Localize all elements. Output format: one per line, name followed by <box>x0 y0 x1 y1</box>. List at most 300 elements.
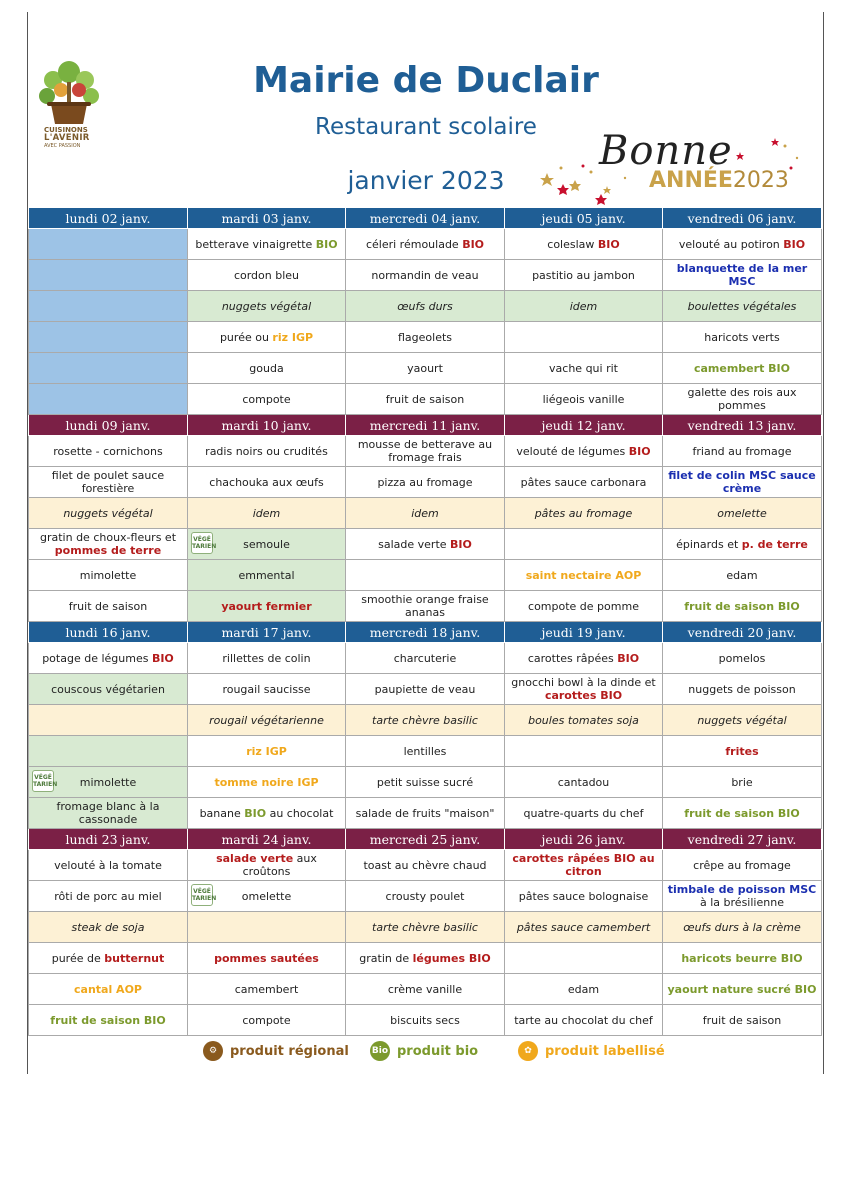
day-header: jeudi 05 janv. <box>505 208 663 229</box>
dish-highlight: BIO <box>450 537 472 551</box>
menu-cell <box>29 943 188 974</box>
menu-row <box>29 881 822 912</box>
menu-cell <box>29 322 188 353</box>
dish-text: velouté à la tomate <box>54 858 162 872</box>
menu-cell <box>346 322 505 353</box>
menu-cell <box>346 260 505 291</box>
menu-row <box>29 498 822 529</box>
menu-cell <box>346 1005 505 1036</box>
day-header: lundi 23 janv. <box>29 829 188 850</box>
menu-cell <box>663 850 822 881</box>
day-header: mardi 03 janv. <box>188 208 346 229</box>
menu-cell <box>663 353 822 384</box>
dish-text: œufs durs <box>397 299 453 313</box>
dish-text: mimolette <box>79 568 137 582</box>
dish-text: nuggets végétal <box>221 299 312 313</box>
dish-text: tarte chèvre basilic <box>372 713 478 727</box>
day-header: lundi 02 janv. <box>29 208 188 229</box>
vegetarian-badge-icon: VÉGÉ TARIEN <box>191 532 213 554</box>
dish-text: yaourt fermier <box>221 599 312 613</box>
menu-cell <box>188 291 346 322</box>
menu-cell <box>188 736 346 767</box>
dish-text: tarte chèvre basilic <box>372 920 478 934</box>
menu-row <box>29 260 822 291</box>
menu-cell <box>346 798 505 829</box>
dish-text: semoule <box>243 537 290 551</box>
menu-cell <box>188 436 346 467</box>
legend-regional-label: produit régional <box>230 1043 349 1059</box>
menu-cell <box>663 560 822 591</box>
day-header: mardi 10 janv. <box>188 415 346 436</box>
menu-cell <box>505 322 663 353</box>
dish-highlight: pommes de terre <box>54 544 162 557</box>
menu-cell <box>505 974 663 1005</box>
day-header: mardi 24 janv. <box>188 829 346 850</box>
menu-cell <box>188 705 346 736</box>
dish-text: rougail végétarienne <box>209 713 324 727</box>
menu-cell <box>29 1005 188 1036</box>
menu-cell <box>29 467 188 498</box>
dish-text: timbale de poisson MSC <box>667 883 817 896</box>
menu-row <box>29 912 822 943</box>
dish-text: tomme noire IGP <box>214 775 319 789</box>
dish-text: lentilles <box>403 744 447 758</box>
bio-product-icon: Bio <box>370 1041 390 1061</box>
dish-text: velouté au potiron <box>678 237 784 251</box>
dish-text: potage de légumes <box>42 651 152 665</box>
dish-text: compote <box>242 1013 291 1027</box>
menu-cell <box>188 912 346 943</box>
menu-cell <box>346 881 505 912</box>
menu-cell <box>29 498 188 529</box>
menu-cell <box>663 1005 822 1036</box>
dish-text: pastitio au jambon <box>532 268 635 282</box>
dish-text: galette des rois aux pommes <box>687 386 797 412</box>
dish-highlight: BIO <box>597 237 620 251</box>
menu-cell <box>188 591 346 622</box>
menu-cell <box>29 591 188 622</box>
vegetarian-badge-icon: VÉGÉ TARIEN <box>191 884 213 906</box>
greeting-year: 2023 <box>732 168 789 193</box>
menu-row <box>29 229 822 260</box>
menu-cell <box>346 498 505 529</box>
menu-cell <box>346 736 505 767</box>
dish-text: fruit de saison <box>385 392 465 406</box>
menu-cell <box>29 291 188 322</box>
menu-cell <box>346 705 505 736</box>
menu-cell <box>188 767 346 798</box>
menu-row <box>29 767 822 798</box>
dish-text: gouda <box>249 361 284 375</box>
menu-cell <box>188 560 346 591</box>
menu-cell <box>188 943 346 974</box>
menu-cell <box>29 705 188 736</box>
dish-text: steak de soja <box>71 920 145 934</box>
menu-cell <box>29 974 188 1005</box>
day-header: vendredi 13 janv. <box>663 415 822 436</box>
dish-text: camembert <box>234 982 299 996</box>
menu-cell <box>663 767 822 798</box>
dish-text: fromage blanc à la cassonade <box>56 800 160 826</box>
menu-row <box>29 436 822 467</box>
menu-row <box>29 943 822 974</box>
dish-text: carottes râpées BIO au citron <box>512 852 655 878</box>
menu-cell <box>346 436 505 467</box>
menu-cell <box>505 560 663 591</box>
dish-text: boules tomates soja <box>528 713 639 727</box>
logo-line2: L'AVENIR <box>44 133 90 143</box>
dish-highlight: BIO <box>462 237 485 251</box>
menu-cell <box>29 798 188 829</box>
dish-text: liégeois vanille <box>542 392 625 406</box>
menu-cell <box>505 229 663 260</box>
menu-row <box>29 322 822 353</box>
menu-cell <box>29 229 188 260</box>
menu-cell <box>505 881 663 912</box>
legend-labellise-label: produit labellisé <box>545 1043 665 1059</box>
dish-highlight: BIO <box>783 237 806 251</box>
menu-row <box>29 591 822 622</box>
menu-cell <box>29 643 188 674</box>
dish-text: nuggets végétal <box>63 506 153 520</box>
dish-text: pommes sautées <box>214 951 319 965</box>
menu-cell <box>346 767 505 798</box>
dish-text: gnocchi bowl à la dinde et <box>511 676 656 689</box>
dish-text: pâtes sauce carbonara <box>520 475 647 489</box>
dish-highlight: riz IGP <box>272 330 314 344</box>
menu-row <box>29 798 822 829</box>
new-year-greeting <box>535 128 815 208</box>
menu-cell <box>29 767 188 798</box>
day-header: vendredi 27 janv. <box>663 829 822 850</box>
dish-text: crêpe au fromage <box>693 858 791 872</box>
menu-row <box>29 1005 822 1036</box>
dish-highlight: carottes BIO <box>544 689 623 702</box>
dish-text: mousse de betterave au fromage frais <box>357 438 493 464</box>
dish-text: charcuterie <box>393 651 457 665</box>
menu-cell <box>663 736 822 767</box>
day-header: jeudi 19 janv. <box>505 622 663 643</box>
menu-cell <box>29 260 188 291</box>
dish-text: mimolette <box>79 775 137 789</box>
menu-table <box>28 207 822 1036</box>
menu-cell <box>663 943 822 974</box>
menu-cell <box>505 529 663 560</box>
dish-text: purée ou <box>219 330 273 344</box>
dish-text: cordon bleu <box>233 268 300 282</box>
menu-cell <box>188 353 346 384</box>
menu-cell <box>505 591 663 622</box>
dish-text: fruit de saison BIO <box>50 1013 166 1027</box>
menu-cell <box>505 643 663 674</box>
dish-text: edam <box>567 982 600 996</box>
dish-text: crousty poulet <box>385 889 465 903</box>
dish-highlight: BIO <box>151 651 174 665</box>
menu-cell <box>505 736 663 767</box>
legend-bio <box>370 1038 478 1064</box>
menu-cell <box>188 529 346 560</box>
dish-text: cantadou <box>557 775 610 789</box>
legend <box>203 1038 683 1064</box>
dish-text: cantal AOP <box>74 982 142 996</box>
dish-text: pizza au fromage <box>377 475 473 489</box>
dish-text: fruit de saison BIO <box>684 599 800 613</box>
dish-text-rest: aux croûtons <box>242 852 317 878</box>
menu-row <box>29 850 822 881</box>
legend-regional <box>203 1038 349 1064</box>
day-header: lundi 09 janv. <box>29 415 188 436</box>
menu-row <box>29 384 822 415</box>
dish-text: radis noirs ou crudités <box>205 444 328 458</box>
menu-cell <box>663 384 822 415</box>
menu-cell <box>663 912 822 943</box>
menu-cell <box>29 529 188 560</box>
dish-text: smoothie orange fraise ananas <box>361 593 489 619</box>
menu-cell <box>346 674 505 705</box>
logo-line3: AVEC PASSION <box>44 143 81 149</box>
menu-cell <box>29 436 188 467</box>
menu-cell <box>346 974 505 1005</box>
dish-text-rest: à la brésilienne <box>700 896 784 909</box>
menu-row <box>29 560 822 591</box>
week-header-row <box>29 622 822 643</box>
dish-text: idem <box>411 506 439 520</box>
menu-cell <box>663 322 822 353</box>
legend-bio-label: produit bio <box>397 1043 479 1059</box>
dish-text: fruit de saison <box>68 599 148 613</box>
menu-cell <box>346 912 505 943</box>
page-subtitle: Restaurant scolaire <box>315 114 537 140</box>
dish-text: betterave vinaigrette <box>195 237 316 251</box>
menu-cell <box>29 384 188 415</box>
week-header-row <box>29 415 822 436</box>
dish-text: céleri rémoulade <box>365 237 463 251</box>
menu-row <box>29 353 822 384</box>
week-header-row <box>29 829 822 850</box>
dish-text: paupiette de veau <box>374 682 476 696</box>
dish-text: purée de <box>51 951 105 965</box>
menu-cell <box>505 674 663 705</box>
dish-text: rôti de porc au miel <box>54 889 162 903</box>
menu-cell <box>505 912 663 943</box>
legend-labellise <box>518 1038 665 1064</box>
label-product-icon: ✿ <box>518 1041 538 1061</box>
menu-cell <box>663 529 822 560</box>
menu-cell <box>346 943 505 974</box>
greeting-annee <box>649 168 789 193</box>
page-title: Mairie de Duclair <box>253 60 599 101</box>
menu-cell <box>29 674 188 705</box>
menu-cell <box>346 353 505 384</box>
dish-text: crème vanille <box>387 982 463 996</box>
dish-text: petit suisse sucré <box>376 775 474 789</box>
dish-highlight: BIO <box>628 444 651 458</box>
dish-text: quatre-quarts du chef <box>523 806 644 820</box>
menu-row <box>29 705 822 736</box>
vegetarian-badge-icon: VÉGÉ TARIEN <box>32 770 54 792</box>
menu-row <box>29 974 822 1005</box>
dish-text: salade verte <box>216 852 294 865</box>
dish-text: toast au chèvre chaud <box>363 858 487 872</box>
greeting-bonne: Bonne <box>599 128 733 174</box>
menu-cell <box>663 229 822 260</box>
menu-cell <box>346 643 505 674</box>
dish-text: banane <box>199 806 245 820</box>
dish-highlight: BIO <box>315 237 338 251</box>
day-header: vendredi 20 janv. <box>663 622 822 643</box>
menu-cell <box>505 798 663 829</box>
dish-text: couscous végétarien <box>51 682 165 696</box>
menu-cell <box>188 674 346 705</box>
menu-cell <box>188 467 346 498</box>
menu-cell <box>29 353 188 384</box>
menu-cell <box>188 881 346 912</box>
day-header: mardi 17 janv. <box>188 622 346 643</box>
menu-cell <box>505 850 663 881</box>
dish-highlight: légumes BIO <box>412 951 491 965</box>
menu-cell <box>663 291 822 322</box>
dish-text: yaourt nature sucré BIO <box>667 982 817 996</box>
dish-text: coleslaw <box>547 237 598 251</box>
menu-row <box>29 529 822 560</box>
menu-cell <box>29 736 188 767</box>
dish-text: vache qui rit <box>549 361 618 375</box>
menu-cell <box>663 591 822 622</box>
dish-text: pomelos <box>718 651 766 665</box>
dish-text: brie <box>731 775 753 789</box>
week-header-row <box>29 208 822 229</box>
day-header: lundi 16 janv. <box>29 622 188 643</box>
menu-cell <box>29 560 188 591</box>
menu-cell <box>663 974 822 1005</box>
dish-text: pâtes au fromage <box>534 506 633 520</box>
logo-line1: CUISINONS <box>44 126 88 134</box>
dish-text: idem <box>252 506 281 520</box>
menu-cell <box>346 229 505 260</box>
menu-cell <box>29 912 188 943</box>
dish-text: idem <box>569 299 598 313</box>
dish-text: frites <box>725 744 759 758</box>
menu-cell <box>663 674 822 705</box>
menu-cell <box>505 353 663 384</box>
dish-text: nuggets végétal <box>697 713 787 727</box>
menu-cell <box>346 467 505 498</box>
dish-text: fruit de saison <box>702 1013 782 1027</box>
menu-cell <box>346 291 505 322</box>
dish-text: yaourt <box>407 361 443 375</box>
menu-cell <box>188 260 346 291</box>
day-header: mercredi 25 janv. <box>346 829 505 850</box>
menu-cell <box>188 384 346 415</box>
menu-cell <box>505 498 663 529</box>
dish-text: edam <box>726 568 758 582</box>
dish-text: œufs durs à la crème <box>683 920 801 934</box>
dish-text: velouté de légumes <box>516 444 629 458</box>
dish-text: saint nectaire AOP <box>525 568 642 582</box>
dish-text: épinards et <box>676 537 742 551</box>
menu-cell <box>663 705 822 736</box>
dish-text: rosette - cornichons <box>53 444 163 458</box>
dish-text: pâtes sauce camembert <box>516 920 651 934</box>
dish-text-rest: au chocolat <box>266 806 334 820</box>
dish-text: flageolets <box>397 330 453 344</box>
dish-text: friand au fromage <box>692 444 792 458</box>
menu-cell <box>505 767 663 798</box>
dish-text: normandin de veau <box>371 268 479 282</box>
menu-cell <box>663 498 822 529</box>
logo-text <box>44 126 104 150</box>
menu-row <box>29 674 822 705</box>
menu-cell <box>188 643 346 674</box>
menu-cell <box>505 291 663 322</box>
menu-row <box>29 736 822 767</box>
menu-cell <box>29 881 188 912</box>
dish-text: rillettes de colin <box>222 651 311 665</box>
dish-text: blanquette de la mer MSC <box>676 262 808 288</box>
day-header: jeudi 12 janv. <box>505 415 663 436</box>
menu-cell <box>188 974 346 1005</box>
menu-cell <box>663 260 822 291</box>
menu-cell <box>188 1005 346 1036</box>
dish-text: rougail saucisse <box>222 682 311 696</box>
dish-text: gratin de <box>359 951 413 965</box>
regional-product-icon: ⚙ <box>203 1041 223 1061</box>
dish-text: compote <box>242 392 291 406</box>
dish-text: fruit de saison BIO <box>684 806 800 820</box>
dish-text: compote de pomme <box>528 599 639 613</box>
menu-cell <box>663 467 822 498</box>
menu-cell <box>346 384 505 415</box>
menu-cell <box>188 850 346 881</box>
menu-cell <box>663 881 822 912</box>
menu-cell <box>188 229 346 260</box>
menu-row <box>29 467 822 498</box>
dish-text: carottes râpées <box>527 651 618 665</box>
menu-cell <box>188 798 346 829</box>
greeting-annee-word: ANNÉE <box>649 168 733 193</box>
dish-text: camembert BIO <box>693 361 790 375</box>
dish-text: emmental <box>238 568 295 582</box>
dish-text: nuggets de poisson <box>688 682 796 696</box>
menu-cell <box>505 467 663 498</box>
dish-text: boulettes végétales <box>687 299 797 313</box>
month-label: janvier 2023 <box>347 166 505 195</box>
menu-cell <box>346 591 505 622</box>
menu-cell <box>663 798 822 829</box>
menu-cell <box>505 260 663 291</box>
day-header: mercredi 04 janv. <box>346 208 505 229</box>
dish-text: filet de poulet sauce forestière <box>51 469 165 495</box>
menu-cell <box>505 943 663 974</box>
menu-cell <box>29 850 188 881</box>
menu-cell <box>505 384 663 415</box>
dish-text: haricots beurre BIO <box>681 951 803 965</box>
dish-text: riz IGP <box>246 744 287 758</box>
dish-text: salade de fruits "maison" <box>355 806 495 820</box>
menu-cell <box>346 529 505 560</box>
dish-highlight: BIO <box>617 651 640 665</box>
day-header: mercredi 11 janv. <box>346 415 505 436</box>
dish-text: chachouka aux œufs <box>209 475 324 489</box>
menu-cell <box>663 436 822 467</box>
menu-cell <box>505 705 663 736</box>
dish-highlight: butternut <box>104 951 165 965</box>
dish-text: tarte au chocolat du chef <box>514 1013 653 1027</box>
menu-row <box>29 643 822 674</box>
menu-cell <box>346 850 505 881</box>
menu-cell <box>346 560 505 591</box>
dish-text: salade verte <box>378 537 451 551</box>
